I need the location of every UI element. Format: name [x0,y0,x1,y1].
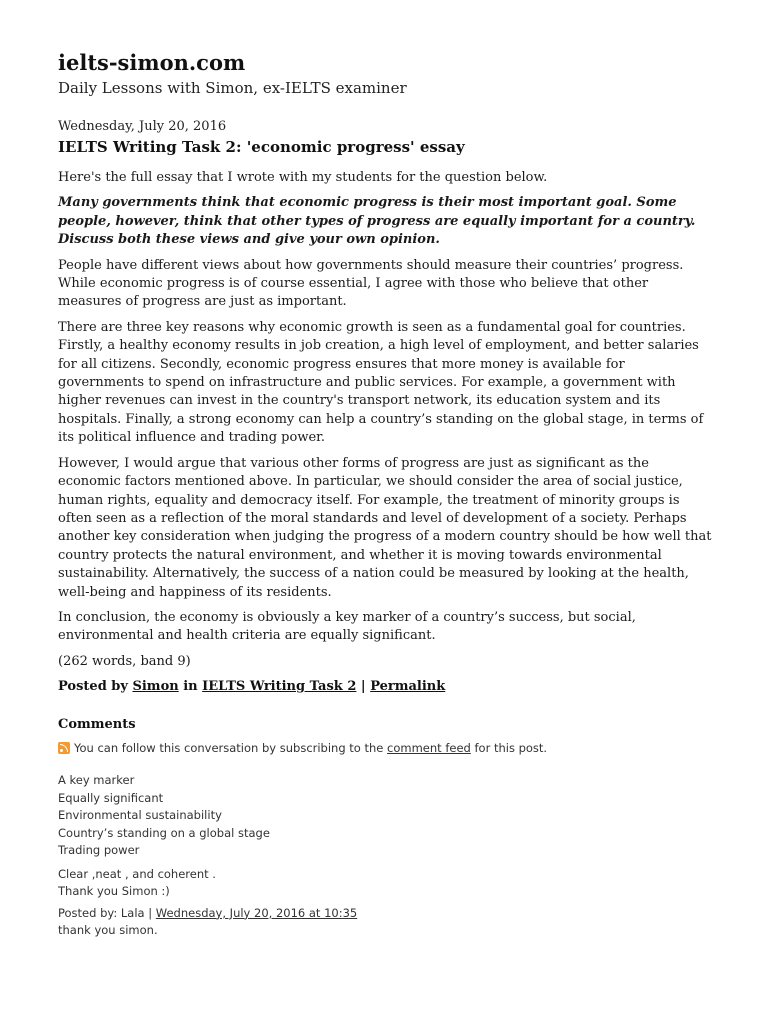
post-body [58,169,714,671]
posted-by-label: Posted by [58,679,128,695]
comment-author: Posted by: Lala [58,905,145,920]
essay-paragraph-intro: People have different views about how governments should measure their countries’ progress. While economic progress is of course essential, I agree with those who believe that other measures of progress are just as important. [58,257,684,310]
blog-page [58,50,714,940]
essay-paragraph-economic: There are three key reasons why economic growth is seen as a fundamental goal for countries. Firstly, a healthy economy results in job creation, a high level of employment, and better salaries for all citizens. Secondly, economic progress ensures that more money is available for governments to spend on infrastructure and public services. For example, a government with higher revenues can invest in the country's transport network, its education system and its hospitals. Finally, a strong economy can help a country’s standing on the global stage, in terms of its political influence and trading power. [58,319,704,446]
post-footer [58,678,714,696]
comment-separator: | [148,905,153,920]
comment-feed-link[interactable]: comment feed [387,741,471,756]
comment-text [58,866,714,901]
feed-suffix: for this post. [474,741,548,756]
comment-footer [58,905,714,923]
category-link[interactable]: IELTS Writing Task 2 [202,679,357,695]
post-intro: Here's the full essay that I wrote with my students for the question below. [58,170,548,185]
essay-paragraph-other-progress: However, I would argue that various other forms of progress are just as significant as the economic factors mentioned above. In particular, we should consider the area of social justice, human rights, equality and democracy itself. For example, the treatment of minority groups is often seen as a reflection of the moral standards and level of development of a society. Perhaps another key consideration when judging the progress of a modern country should be how well that country protects the natural environment, and whether it is moving towards environmental sustainability. Alternatively, the success of a nation could be measured by looking at the health, well-being and happiness of its residents. [58,455,712,600]
post-title[interactable]: IELTS Writing Task 2: 'economic progress' essay [58,138,465,156]
essay-word-count: (262 words, band 9) [58,653,191,669]
author-link[interactable]: Simon [132,679,179,695]
comment-line: Environmental sustainability [58,808,222,823]
comment-line: A key marker [58,773,135,788]
comment-text-line: Clear ,neat , and coherent . [58,866,216,881]
site-description: Daily Lessons with Simon, ex-IELTS examiner [58,79,407,97]
rss-feed-icon[interactable] [58,742,70,754]
in-label: in [183,679,198,695]
footer-separator: | [360,679,366,695]
site-title[interactable]: ielts-simon.com [58,50,246,75]
comment-text: thank you simon. [58,923,158,938]
comment-item [58,772,714,922]
post-date: Wednesday, July 20, 2016 [58,119,227,134]
comment-line: Country’s standing on a global stage [58,825,270,840]
permalink-link[interactable]: Permalink [370,679,446,695]
comment-vocab-list [58,772,714,860]
comment-item [58,922,714,940]
essay-question: Many governments think that economic progress is their most important goal. Some people, however, think that other types of progress are equally important for a country. Discuss both these views and give your own opinion. [58,195,696,248]
comments-heading: Comments [58,717,136,733]
comment-feed-line [58,740,714,756]
essay-paragraph-conclusion: In conclusion, the economy is obviously a key marker of a country’s success, but social, environmental and health criteria are equally significant. [58,609,636,644]
comment-line: Equally significant [58,790,164,805]
comment-line: Trading power [58,843,140,858]
comment-text-line: Thank you Simon :) [58,884,170,899]
comment-timestamp-link[interactable]: Wednesday, July 20, 2016 at 10:35 [155,905,358,920]
feed-prefix: You can follow this conversation by subscribing to the [74,741,384,756]
